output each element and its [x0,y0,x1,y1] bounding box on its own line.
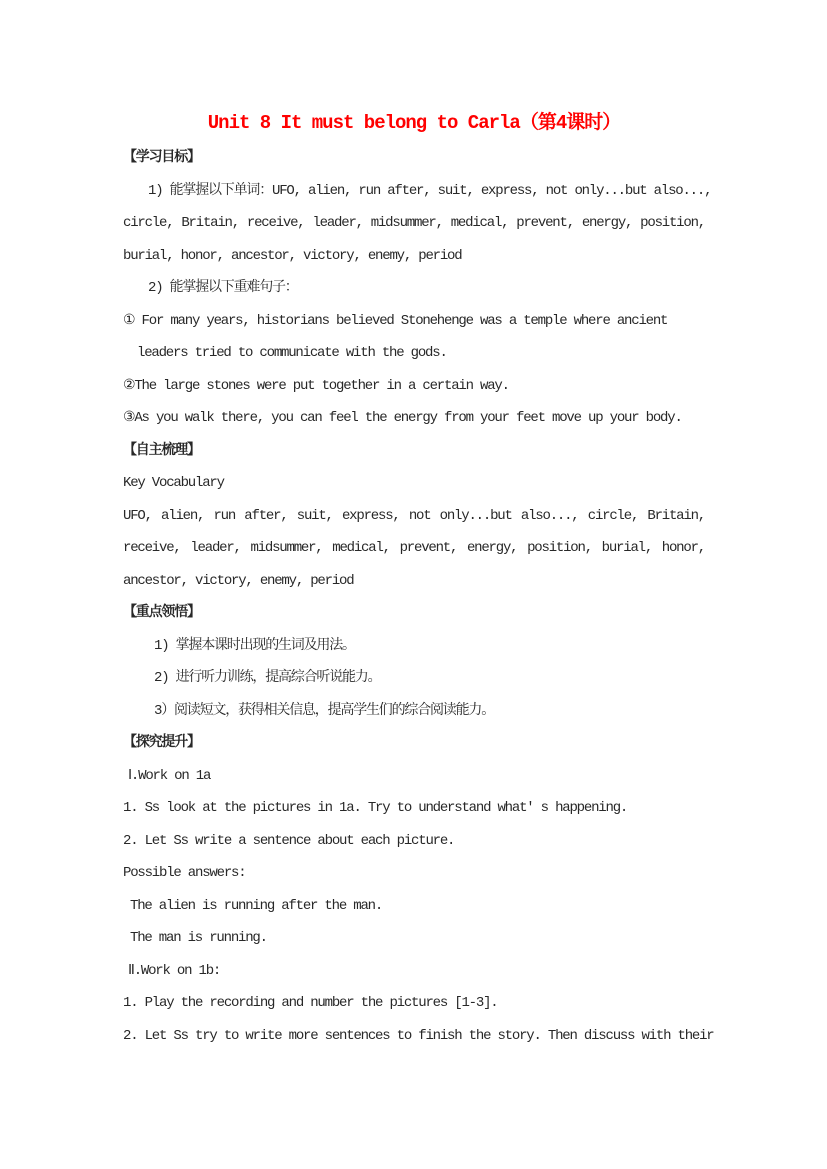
document-line: circle, Britain, receive, leader, midsummer, medical, prevent, energy, position, [123,215,705,231]
document-line: receive, leader, midsummer, medical, prevent, energy, position, burial, honor, [123,540,705,556]
document-line: Key Vocabulary [123,475,224,491]
document-line: 【探究提升】 [123,735,200,751]
document-line: leaders tried to communicate with the gods. [137,345,447,361]
document-line: 1) 能掌握以下单词：UFO, alien, run after, suit, express, not only...but also..., [148,182,712,199]
document-line: ②The large stones were put together in a certain way. [123,377,509,394]
document-line: 3）阅读短文，获得相关信息，提高学生们的综合阅读能力。 [154,702,494,719]
document-line: Ⅰ.Work on 1a [128,767,211,784]
document-body [123,142,714,1052]
document-line: ③As you walk there, you can feel the energy from your feet move up your body. [123,410,682,426]
document-line: 【重点领悟】 [123,605,200,621]
document-line: UFO, alien, run after, suit, express, not only...but also..., circle, Britain, [123,507,705,524]
document-line: 2) 进行听力训练，提高综合听说能力。 [154,670,381,686]
document-line: 2. Let Ss try to write more sentences to finish the story. Then discuss with their [123,1027,714,1044]
document-line: 2. Let Ss write a sentence about each picture. [123,832,455,849]
document-line: The man is running. [130,930,267,946]
document-line: Possible answers: [123,865,246,881]
document-line: 1. Ss look at the pictures in 1a. Try to understand what' s happening. [123,800,628,816]
document-line: Ⅱ.Work on 1b: [128,962,221,979]
document-line: ancestor, victory, enemy, period [123,572,354,589]
document-line: 1) 掌握本课时出现的生词及用法。 [154,637,355,654]
document-line: 【学习目标】 [123,150,200,166]
document-line: 2) 能掌握以下重难句子： [148,280,298,296]
document-title: Unit 8 It must belong to Carla（第4课时） [207,112,621,134]
document-content [123,104,714,1052]
document-line: The alien is running after the man. [130,897,383,914]
document-line: ① For many years, historians believed Stonehenge was a temple where ancient [123,312,668,329]
document-line: 1. Play the recording and number the pictures [1-3]. [123,995,498,1011]
document-line: burial, honor, ancestor, victory, enemy, period [123,247,462,264]
document-line: 【自主梳理】 [123,442,200,459]
